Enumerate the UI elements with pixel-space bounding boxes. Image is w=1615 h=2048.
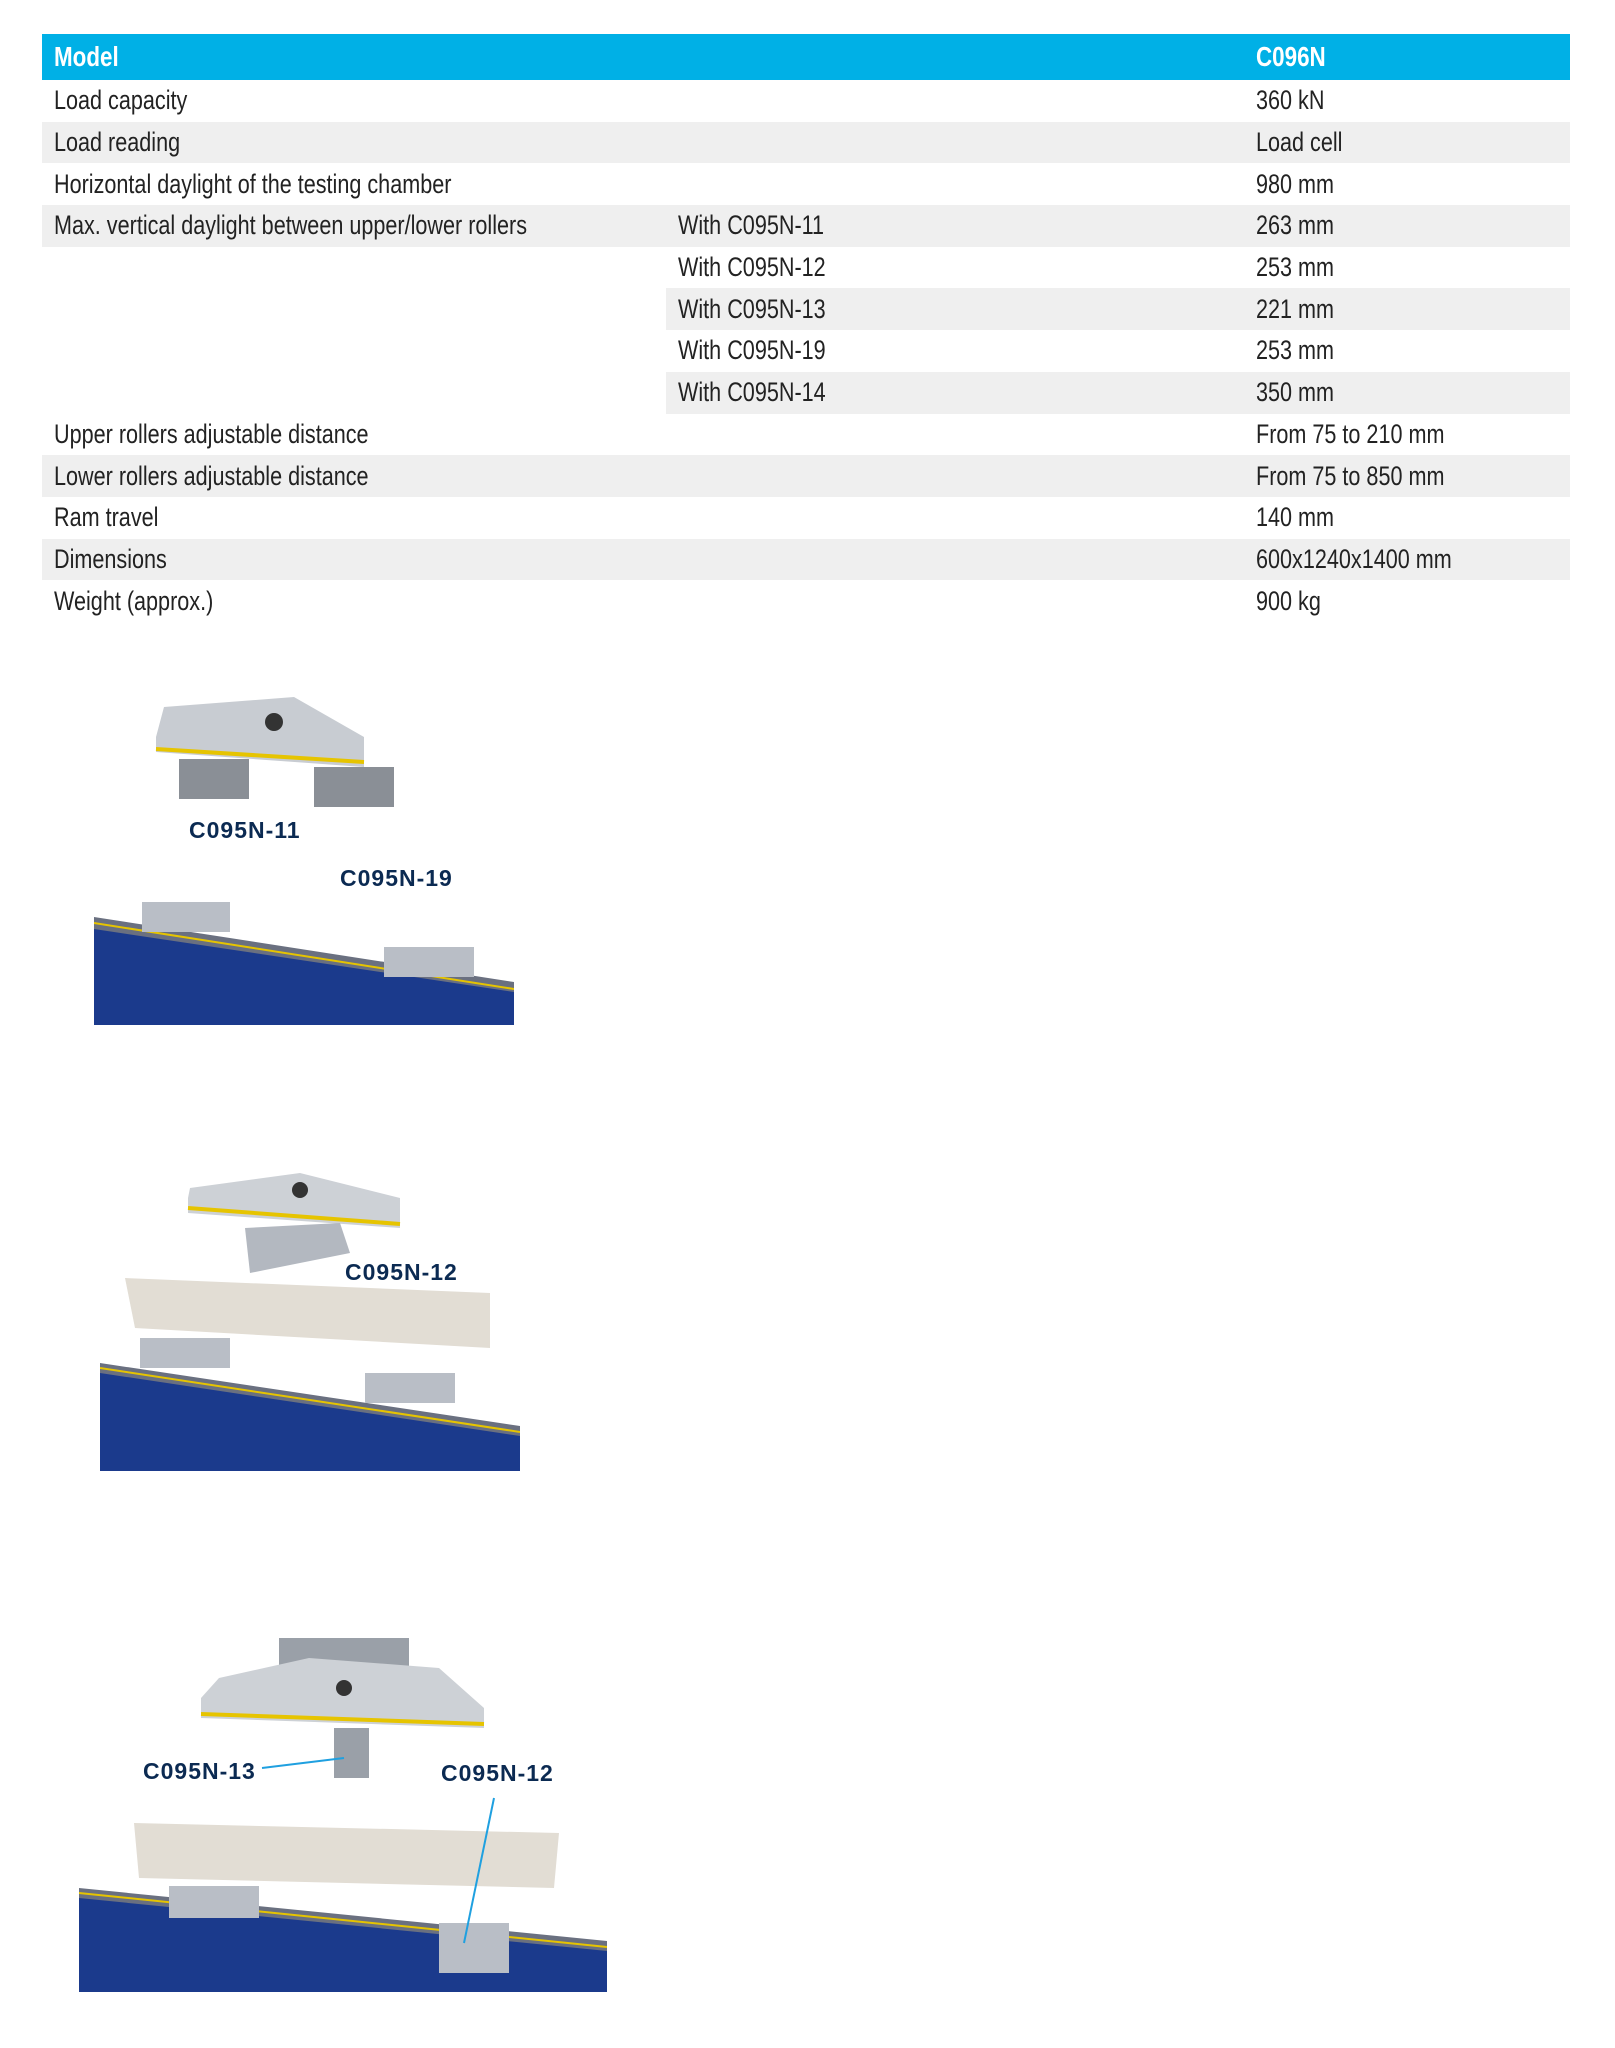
table-cell: [666, 330, 1244, 372]
table-row: [42, 455, 1570, 497]
table-cell: [1244, 580, 1570, 622]
table-cell: [666, 497, 1244, 539]
table-cell: [666, 580, 1244, 622]
table-cell: [42, 580, 666, 622]
table-cell: [1244, 80, 1570, 122]
table-row: [42, 205, 1570, 247]
table-row: [42, 122, 1570, 164]
figure-rollers-c095n-12: [100, 1168, 520, 1471]
cell-text: From 75 to 850 mm: [1256, 460, 1445, 491]
table-cell: [42, 163, 666, 205]
rollers-illustration: [94, 697, 514, 1025]
cell-text: Model: [54, 41, 119, 72]
cell-text: 221 mm: [1256, 293, 1335, 324]
table-row: [42, 539, 1570, 581]
table-cell: [1244, 455, 1570, 497]
header-label: [42, 34, 666, 80]
cell-text: 263 mm: [1256, 210, 1335, 241]
table-cell: [666, 414, 1244, 456]
table-cell: [666, 163, 1244, 205]
table-cell: [42, 122, 666, 164]
cell-text: With C095N-14: [678, 377, 826, 408]
table-cell: [666, 205, 1244, 247]
table-cell: [42, 539, 666, 581]
cell-text: C096N: [1256, 41, 1326, 72]
cell-text: Load reading: [54, 127, 181, 158]
figure-rollers-c095n-11-19: [94, 697, 514, 1025]
table-row: [42, 247, 1570, 289]
table-cell: [42, 414, 666, 456]
table-cell: [1244, 539, 1570, 581]
cell-text: 253 mm: [1256, 252, 1335, 283]
header-model: [1244, 34, 1570, 80]
table-cell: [1244, 372, 1570, 414]
cell-text: With C095N-19: [678, 335, 826, 366]
part-label: C095N-12: [441, 1760, 554, 1786]
table-cell: [42, 497, 666, 539]
table-cell: [1244, 247, 1570, 289]
table-cell: [1244, 414, 1570, 456]
table-row: [42, 163, 1570, 205]
table-cell: [666, 80, 1244, 122]
table-cell: [42, 330, 666, 372]
table-cell: [42, 288, 666, 330]
table-cell: [42, 205, 666, 247]
cell-text: 350 mm: [1256, 377, 1335, 408]
cell-text: 140 mm: [1256, 502, 1335, 533]
cell-text: 600x1240x1400 mm: [1256, 543, 1452, 574]
table-row: [42, 80, 1570, 122]
table-cell: [1244, 288, 1570, 330]
table-row: [42, 288, 1570, 330]
cell-text: 253 mm: [1256, 335, 1335, 366]
cell-text: Dimensions: [54, 543, 167, 574]
table-cell: [1244, 497, 1570, 539]
cell-text: Load capacity: [54, 85, 188, 116]
table-cell: [42, 247, 666, 289]
rollers-with-specimen-illustration: [100, 1168, 520, 1471]
table-row: [42, 414, 1570, 456]
cell-text: 360 kN: [1256, 85, 1325, 116]
figure-rollers-c095n-13-12: [79, 1638, 607, 1992]
cell-text: Horizontal daylight of the testing chamber: [54, 168, 452, 199]
table-row: [42, 330, 1570, 372]
rollers-with-specimen-illustration: [79, 1638, 607, 1992]
table-row: [42, 497, 1570, 539]
table-cell: [42, 80, 666, 122]
cell-text: With C095N-12: [678, 252, 826, 283]
part-label: C095N-12: [345, 1259, 458, 1285]
table-cell: [1244, 205, 1570, 247]
part-label: C095N-19: [340, 865, 453, 891]
cell-text: Load cell: [1256, 127, 1343, 158]
table-cell: [666, 34, 1244, 80]
cell-text: Max. vertical daylight between upper/lower rollers: [54, 210, 528, 241]
cell-text: Weight (approx.): [54, 585, 214, 616]
table-cell: [42, 372, 666, 414]
table-header-row: [42, 34, 1570, 80]
table-cell: [666, 288, 1244, 330]
table-row: [42, 580, 1570, 622]
cell-text: 900 kg: [1256, 585, 1321, 616]
cell-text: Ram travel: [54, 502, 159, 533]
cell-text: With C095N-13: [678, 293, 826, 324]
table-cell: [666, 122, 1244, 164]
cell-text: Upper rollers adjustable distance: [54, 418, 369, 449]
cell-text: With C095N-11: [678, 210, 825, 241]
table-cell: [666, 372, 1244, 414]
cell-text: Lower rollers adjustable distance: [54, 460, 369, 491]
table-cell: [1244, 122, 1570, 164]
part-label: C095N-11: [189, 817, 301, 843]
table-cell: [1244, 330, 1570, 372]
table-cell: [666, 539, 1244, 581]
part-label: C095N-13: [143, 1758, 256, 1784]
table-cell: [1244, 163, 1570, 205]
cell-text: 980 mm: [1256, 168, 1335, 199]
cell-text: From 75 to 210 mm: [1256, 418, 1445, 449]
table-cell: [666, 247, 1244, 289]
table-cell: [666, 455, 1244, 497]
table-row: [42, 372, 1570, 414]
spec-table: [42, 34, 1570, 622]
table-cell: [42, 455, 666, 497]
